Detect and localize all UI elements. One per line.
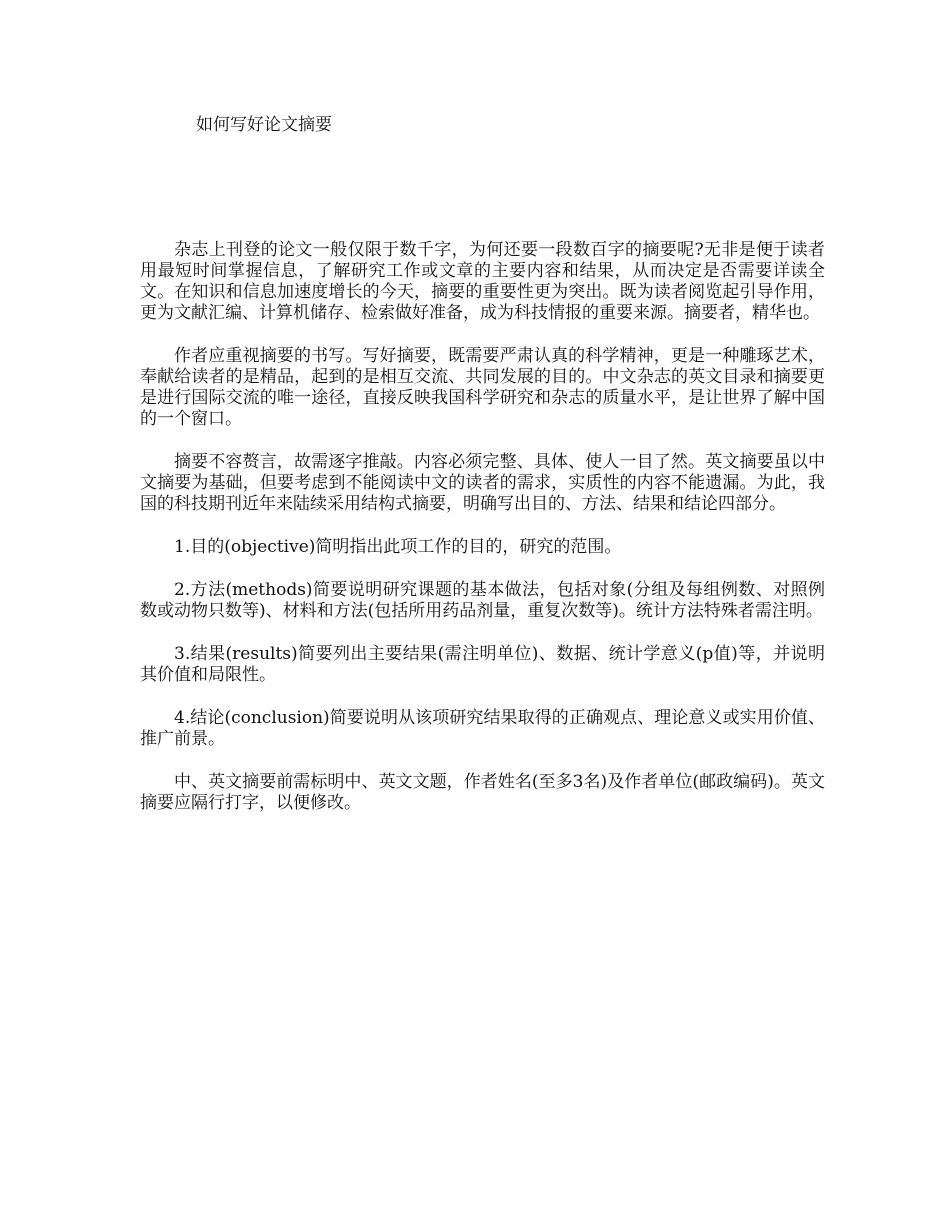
paragraph-intro: 杂志上刊登的论文一般仅限于数千字，为何还要一段数百字的摘要呢?无非是便于读者用最短时间掌握信息，了解研究工作或文章的主要内容和结果，从而决定是否需要详读全文。在知识和信息加速度增长的今天，摘要的重要性更为突出。既为读者阅览起引导作用，更为文献汇编、计算机储存、检索做好准备，成为科技情报的重要来源。摘要者，精华也。 <box>140 240 825 323</box>
document-body <box>140 240 825 836</box>
paragraph-title-author: 中、英文摘要前需标明中、英文文题，作者姓名(至多3名)及作者单位(邮政编码)。英文摘要应隔行打字，以便修改。 <box>140 772 825 813</box>
paragraph-structure: 摘要不容赘言，故需逐字推敲。内容必须完整、具体、使人一目了然。英文摘要虽以中文摘要为基础，但要考虑到不能阅读中文的读者的需求，实质性的内容不能遗漏。为此，我国的科技期刊近年来陆续采用结构式摘要，明确写出目的、方法、结果和结论四部分。 <box>140 452 825 514</box>
document-title: 如何写好论文摘要 <box>196 115 332 135</box>
paragraph-results: 3.结果(results)简要列出主要结果(需注明单位)、数据、统计学意义(p值)等，并说明其价值和局限性。 <box>140 644 825 685</box>
paragraph-importance: 作者应重视摘要的书写。写好摘要，既需要严肃认真的科学精神，更是一种雕琢艺术，奉献给读者的是精品，起到的是相互交流、共同发展的目的。中文杂志的英文目录和摘要更是进行国际交流的唯一途径，直接反映我国科学研究和杂志的质量水平，是让世界了解中国的一个窗口。 <box>140 346 825 429</box>
paragraph-objective: 1.目的(objective)简明指出此项工作的目的，研究的范围。 <box>174 537 622 557</box>
paragraph-conclusion: 4.结论(conclusion)简要说明从该项研究结果取得的正确观点、理论意义或实用价值、推广前景。 <box>140 708 825 749</box>
paragraph-methods: 2.方法(methods)简要说明研究课题的基本做法，包括对象(分组及每组例数、对照例数或动物只数等)、材料和方法(包括所用药品剂量，重复次数等)。统计方法特殊者需注明。 <box>140 580 825 621</box>
